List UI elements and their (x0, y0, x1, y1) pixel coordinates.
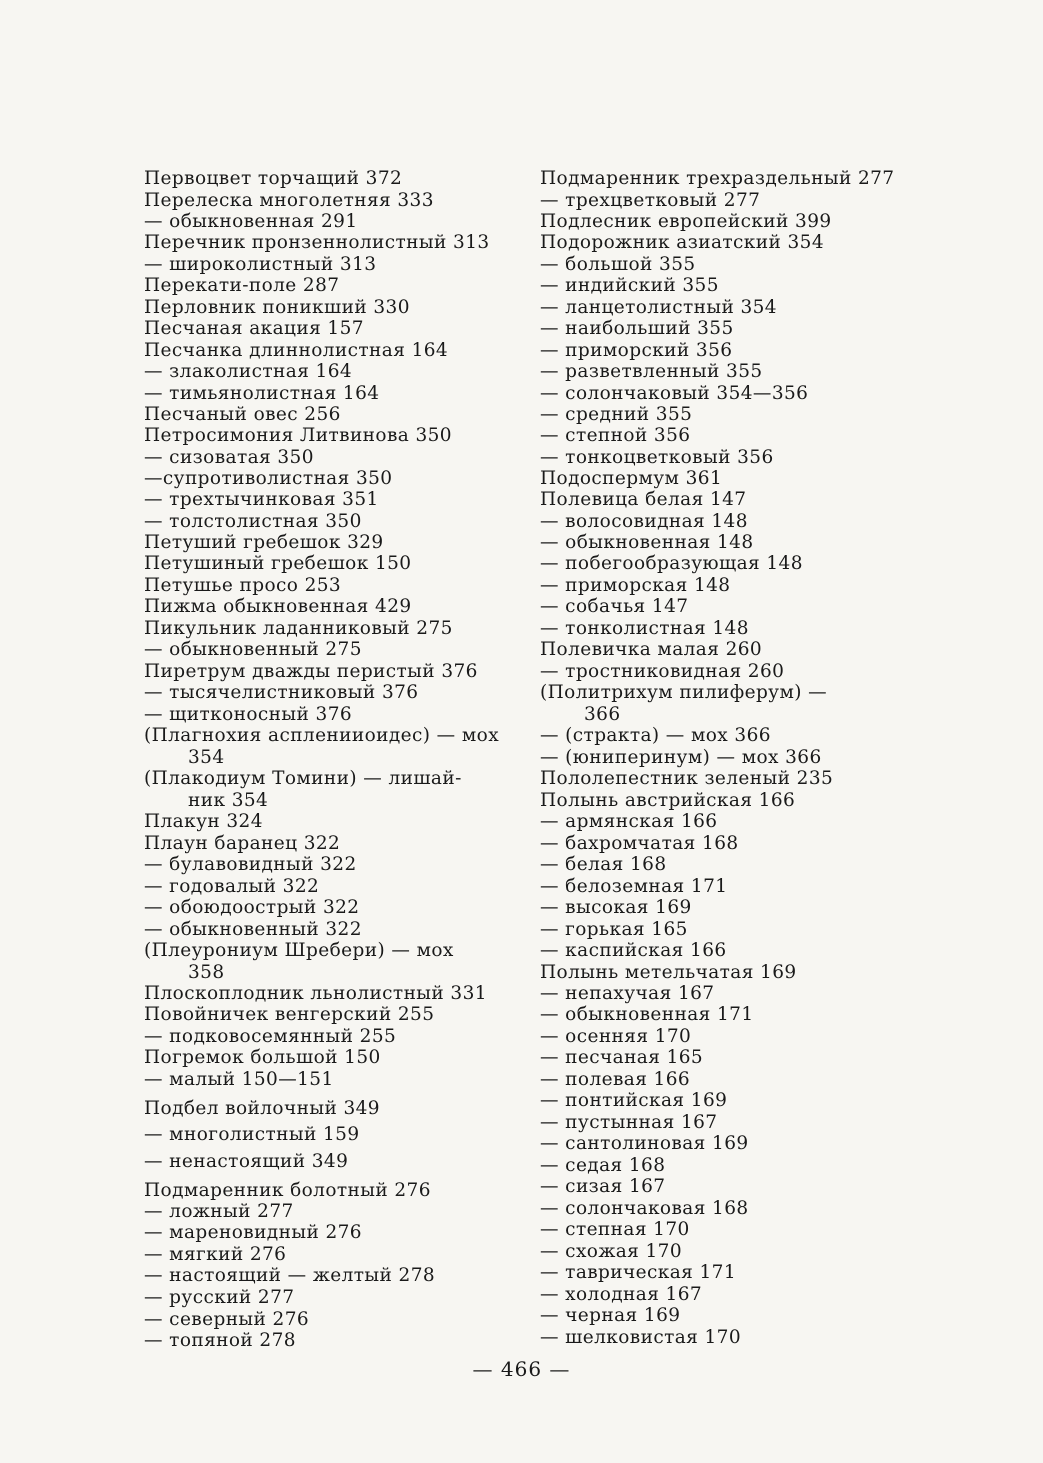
index-entry: Пололепестник зеленый 235 (540, 768, 834, 789)
index-entry: Песчаная акация 157 (144, 318, 364, 339)
index-entry: — обыкновенная 148 (540, 532, 754, 553)
index-entry: — волосовидная 148 (540, 511, 748, 532)
index-entry: Перекати-поле 287 (144, 275, 340, 296)
index-entry: — малый 150—151 (144, 1069, 334, 1090)
index-entry: — подковосемянный 255 (144, 1026, 397, 1047)
index-entry: — наибольший 355 (540, 318, 734, 339)
index-entry: Погремок большой 150 (144, 1047, 381, 1068)
index-entry: (Плагнохия аспленииоидес) — мох (144, 725, 500, 746)
index-entry: — высокая 169 (540, 897, 692, 918)
index-entry: — понтийская 169 (540, 1090, 728, 1111)
index-entry: Полевичка малая 260 (540, 639, 763, 660)
index-entry: Первоцвет торчащий 372 (144, 168, 403, 189)
index-entry: — обыкновенный 322 (144, 919, 362, 940)
index-entry: — непахучая 167 (540, 983, 715, 1004)
index-entry: — булавовидный 322 (144, 854, 357, 875)
index-entry: — злаколистная 164 (144, 361, 353, 382)
index-entry: — осенняя 170 (540, 1026, 692, 1047)
index-entry: — сизоватая 350 (144, 447, 314, 468)
index-entry: — солончаковый 354—356 (540, 383, 809, 404)
index-entry: — годовалый 322 (144, 876, 320, 897)
index-entry: — разветвленный 355 (540, 361, 763, 382)
index-entry: Пикульник ладанниковый 275 (144, 618, 453, 639)
index-entry: — широколистный 313 (144, 254, 377, 275)
index-entry: — (юниперинум) — мох 366 (540, 747, 822, 768)
index-entry: — щитконосный 376 (144, 704, 353, 725)
index-entry: Петросимония Литвинова 350 (144, 425, 452, 446)
index-entry: Подмаренник трехраздельный 277 (540, 168, 895, 189)
index-entry: — топяной 278 (144, 1330, 296, 1351)
index-entry: — приморская 148 (540, 575, 731, 596)
index-entry: Петуший гребешок 329 (144, 532, 384, 553)
index-entry: — тонкоцветковый 356 (540, 447, 774, 468)
index-entry: Перелеска многолетняя 333 (144, 190, 434, 211)
index-entry: (Плеурониум Шребери) — мох (144, 940, 454, 961)
index-entry: — каспийская 166 (540, 940, 727, 961)
index-entry: — схожая 170 (540, 1241, 683, 1262)
index-entry: Подбел войлочный 349 (144, 1098, 380, 1119)
index-entry: — собачья 147 (540, 596, 689, 617)
index-entry: Пижма обыкновенная 429 (144, 596, 412, 617)
index-entry: — пустынная 167 (540, 1112, 718, 1133)
index-entry: — степной 356 (540, 425, 691, 446)
index-entry: — горькая 165 (540, 919, 688, 940)
index-entry: — сизая 167 (540, 1176, 666, 1197)
index-entry: Подорожник азиатский 354 (540, 232, 824, 253)
index-entry-continuation: 354 (188, 747, 225, 768)
index-entry: — тысячелистниковый 376 (144, 682, 419, 703)
index-entry-continuation: ник 354 (188, 790, 269, 811)
index-entry: — большой 355 (540, 254, 696, 275)
index-entry: — степная 170 (540, 1219, 690, 1240)
index-entry: Полевица белая 147 (540, 489, 747, 510)
index-entry: — холодная 167 (540, 1284, 703, 1305)
index-entry-continuation: 358 (188, 962, 225, 983)
index-entry: — тонколистная 148 (540, 618, 749, 639)
index-entry: Пиретрум дважды перистый 376 (144, 661, 478, 682)
index-entry: — седая 168 (540, 1155, 666, 1176)
index-entry: Подмаренник болотный 276 (144, 1180, 431, 1201)
index-entry: — белая 168 (540, 854, 667, 875)
index-entry: — солончаковая 168 (540, 1198, 749, 1219)
index-entry: — русский 277 (144, 1287, 295, 1308)
index-entry: — песчаная 165 (540, 1047, 704, 1068)
index-entry: Плакун 324 (144, 811, 263, 832)
index-entry: — обоюдоострый 322 (144, 897, 360, 918)
index-entry: — (стракта) — мох 366 (540, 725, 771, 746)
index-entry: — тростниковидная 260 (540, 661, 785, 682)
index-entry: — многолистный 159 (144, 1124, 360, 1145)
index-entry: (Политрихум пилиферум) — (540, 682, 828, 703)
index-entry: — полевая 166 (540, 1069, 691, 1090)
index-entry: — трехтычинковая 351 (144, 489, 379, 510)
index-entry: — толстолистная 350 (144, 511, 362, 532)
index-entry: — бахромчатая 168 (540, 833, 739, 854)
index-entry: — армянская 166 (540, 811, 718, 832)
index-entry-continuation: 366 (584, 704, 621, 725)
index-entry: — ланцетолистный 354 (540, 297, 777, 318)
index-entry: Перловник поникший 330 (144, 297, 410, 318)
index-entry: Песчаный овес 256 (144, 404, 341, 425)
index-entry: Полынь австрийская 166 (540, 790, 796, 811)
index-entry: — индийский 355 (540, 275, 719, 296)
index-entry: (Плакодиум Томини) — лишай- (144, 768, 462, 789)
index-entry: — ненастоящий 349 (144, 1151, 349, 1172)
index-entry: — настоящий — желтый 278 (144, 1265, 436, 1286)
index-entry: — тимьянолистная 164 (144, 383, 380, 404)
page-number: — 466 — (472, 1357, 571, 1381)
index-entry: Песчанка длиннолистная 164 (144, 340, 449, 361)
index-entry: Полынь метельчатая 169 (540, 962, 797, 983)
index-entry: Плоскоплодник льнолистный 331 (144, 983, 487, 1004)
index-entry: — северный 276 (144, 1309, 310, 1330)
index-entry: — ложный 277 (144, 1201, 294, 1222)
index-entry: —супротиволистная 350 (144, 468, 393, 489)
index-entry: Петушиный гребешок 150 (144, 553, 412, 574)
index-entry: — таврическая 171 (540, 1262, 737, 1283)
index-entry: Петушье просо 253 (144, 575, 342, 596)
index-entry: — обыкновенная 291 (144, 211, 358, 232)
index-entry: — приморский 356 (540, 340, 733, 361)
index-entry: — трехцветковый 277 (540, 190, 761, 211)
index-entry: — шелковистая 170 (540, 1327, 742, 1348)
index-entry: Подоспермум 361 (540, 468, 723, 489)
index-entry: — обыкновенная 171 (540, 1004, 754, 1025)
index-entry: Подлесник европейский 399 (540, 211, 832, 232)
index-entry: — сантолиновая 169 (540, 1133, 749, 1154)
index-entry: — белоземная 171 (540, 876, 728, 897)
index-entry: — побегообразующая 148 (540, 553, 803, 574)
index-entry: — средний 355 (540, 404, 693, 425)
index-entry: — мягкий 276 (144, 1244, 287, 1265)
index-entry: — черная 169 (540, 1305, 681, 1326)
index-entry: — обыкновенный 275 (144, 639, 362, 660)
index-entry: Плаун баранец 322 (144, 833, 341, 854)
index-entry: Повойничек венгерский 255 (144, 1004, 435, 1025)
index-entry: Перечник пронзеннолистный 313 (144, 232, 490, 253)
index-entry: — мареновидный 276 (144, 1222, 362, 1243)
